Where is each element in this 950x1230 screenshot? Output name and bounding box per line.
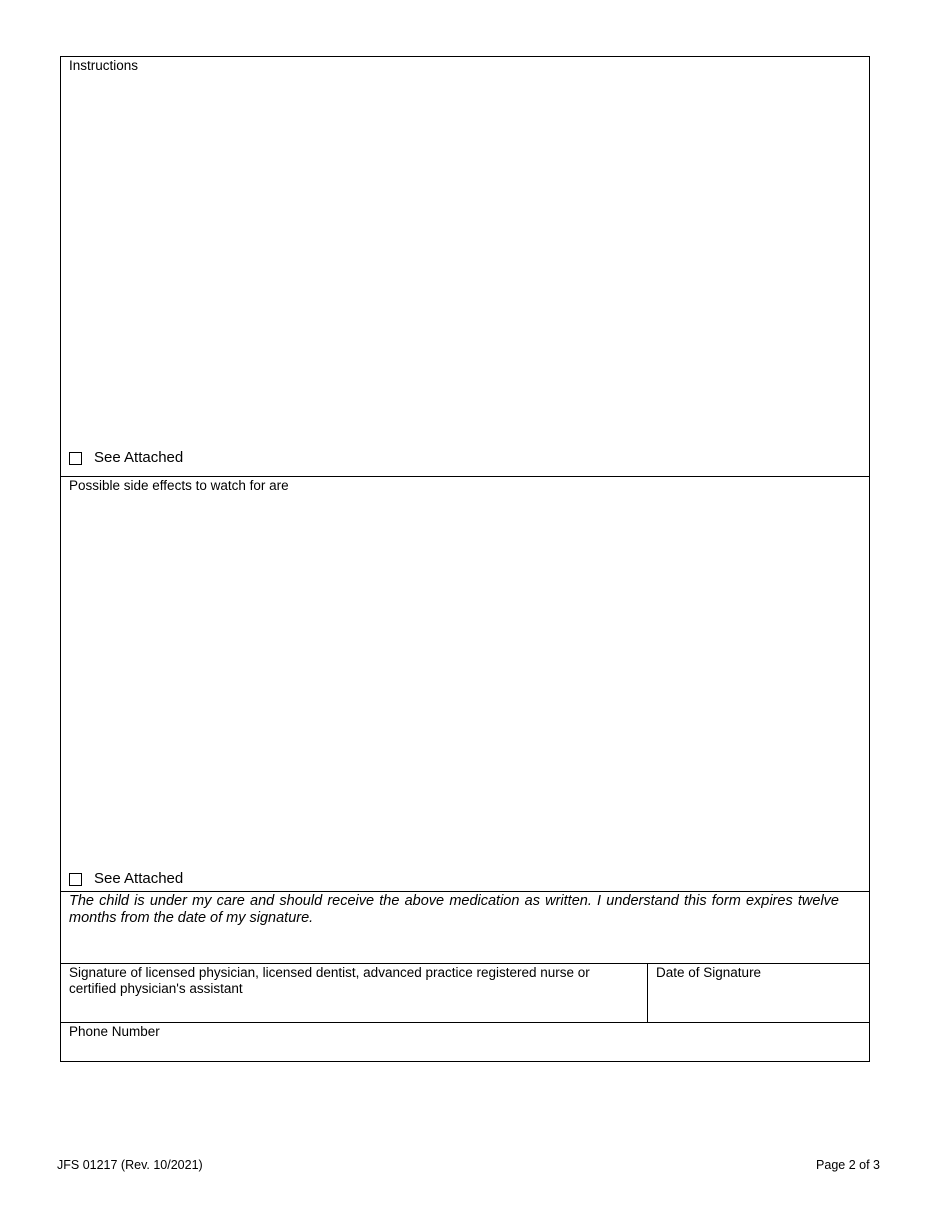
- instructions-see-attached-label: See Attached: [94, 449, 184, 466]
- instructions-see-attached[interactable]: [69, 449, 183, 467]
- phone-number-label: Phone Number: [69, 1024, 160, 1039]
- side-effects-see-attached-label: See Attached: [94, 870, 184, 887]
- side-effects-see-attached-checkbox[interactable]: [69, 873, 82, 886]
- side-effects-field[interactable]: [61, 477, 869, 892]
- instructions-label: Instructions: [69, 58, 139, 73]
- date-of-signature-label: Date of Signature: [656, 965, 762, 980]
- signature-label: Signature of licensed physician, licensed dentist, advanced practice registered nurse or certified physician's assistant: [69, 965, 590, 996]
- statement-section: [61, 892, 869, 964]
- instructions-field[interactable]: [61, 57, 869, 477]
- side-effects-see-attached[interactable]: [69, 870, 183, 888]
- phone-number-field[interactable]: [61, 1023, 869, 1063]
- form-id: JFS 01217 (Rev. 10/2021): [57, 1158, 203, 1172]
- page-number: Page 2 of 3: [816, 1158, 880, 1172]
- side-effects-label: Possible side effects to watch for are: [69, 478, 289, 493]
- signature-row: [61, 964, 869, 1023]
- instructions-see-attached-checkbox[interactable]: [69, 452, 82, 465]
- signature-field[interactable]: [61, 964, 648, 1022]
- date-of-signature-field[interactable]: [648, 964, 869, 1022]
- medication-form: [60, 56, 870, 1062]
- statement-text: The child is under my care and should receive the above medication as written. I understand this form expires twelve months from the date of my signature.: [69, 893, 839, 926]
